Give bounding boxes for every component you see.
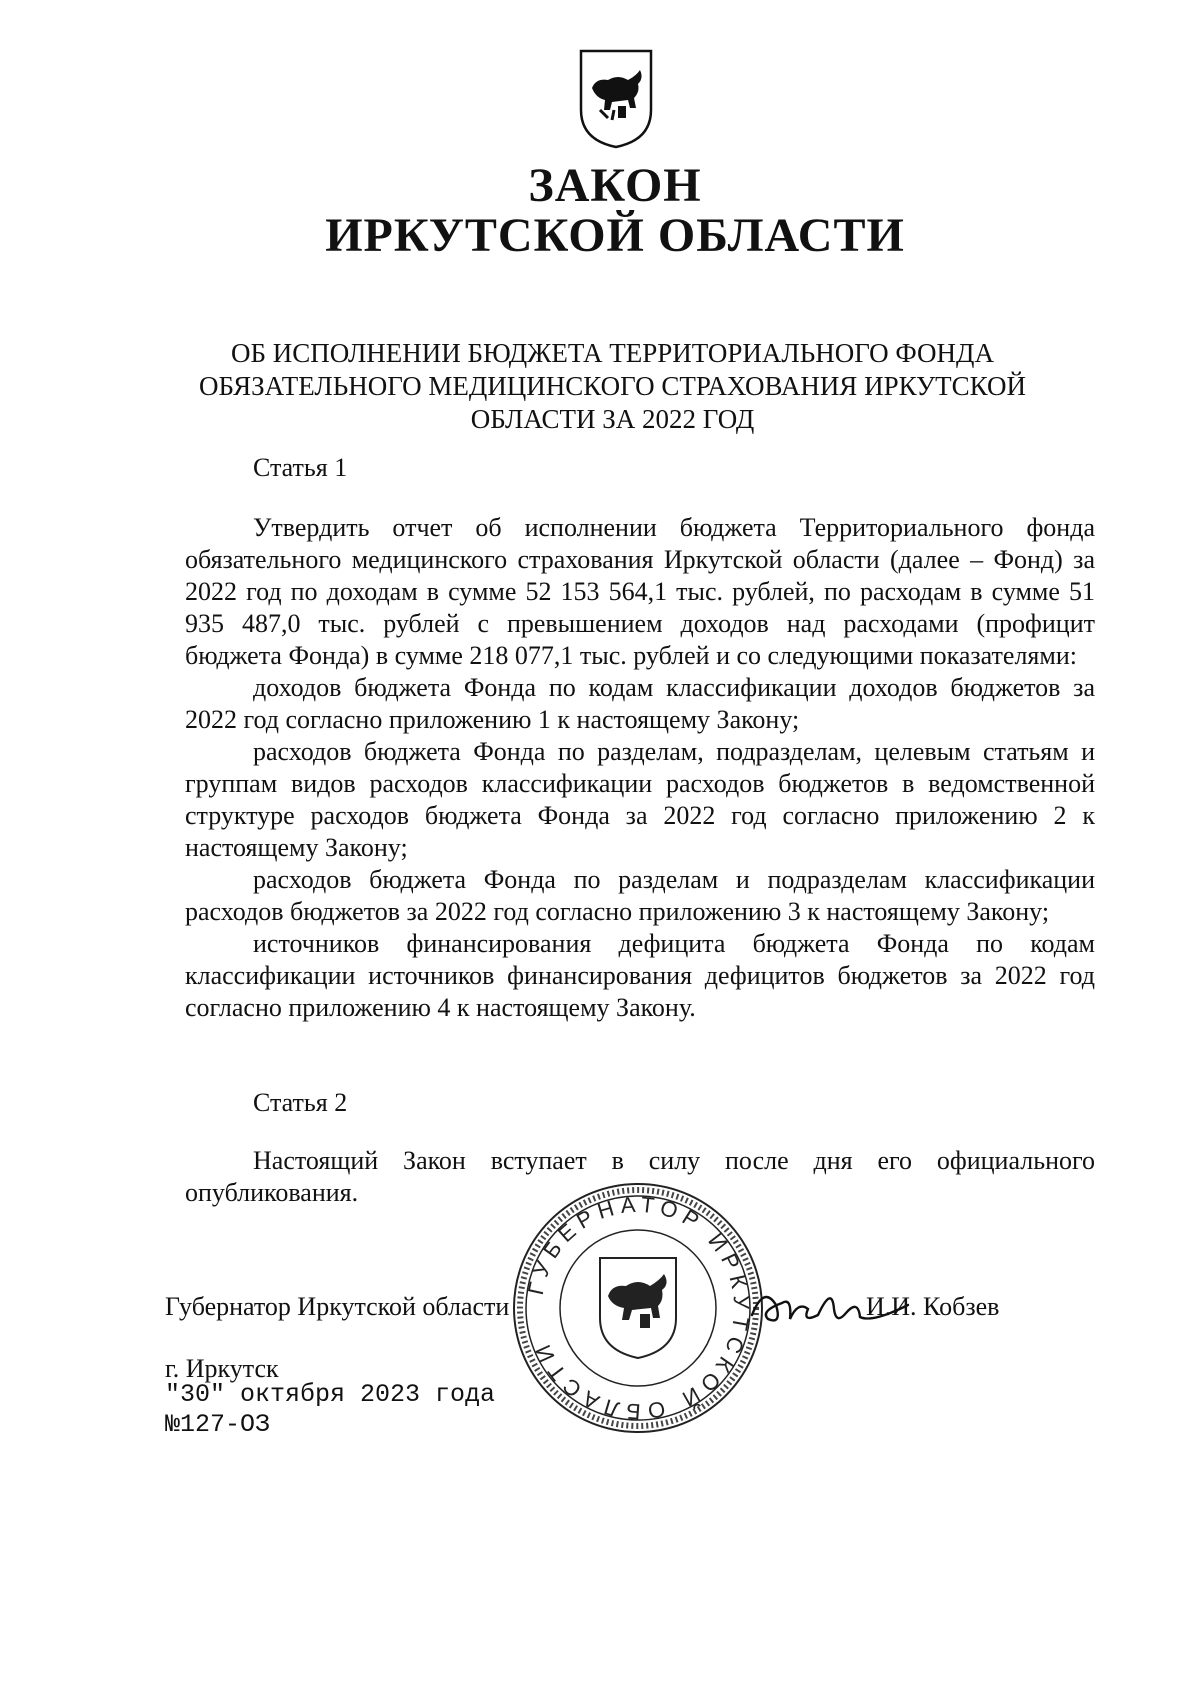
document-title	[185, 337, 1040, 436]
paragraph: расходов бюджета Фонда по разделам, подразделам, целевым статьям и группам видов расходов классификации расходов бюджетов в ведомственной структуре расходов бюджета Фонда за 2022 год согласно приложению 2 к настоящему Закону;	[185, 737, 1095, 862]
paragraph: Утвердить отчет об исполнении бюджета Территориального фонда обязательного медицинского страхования Иркутской области (далее – Фонд) за 2022 год по доходам в сумме 52 153 564,1 тыс. рублей, по расходам в сумме 51 935 487,0 тыс. рублей с превышением доходов над расходами (профицит бюджета Фонда) в сумме 218 077,1 тыс. рублей и со следующими показателями:	[185, 513, 1095, 670]
article-1-body	[185, 512, 1095, 1024]
region-header: ИРКУТСКОЙ ОБЛАСТИ	[325, 209, 905, 262]
paragraph: Настоящий Закон вступает в силу после дня его официального опубликования.	[185, 1146, 1095, 1207]
seal-text: ГУБЕРНАТОР ИРКУТСКОЙ ОБЛАСТИ	[522, 1191, 755, 1425]
title-line: ОБЛАСТИ ЗА 2022 ГОД	[470, 404, 755, 434]
signatory-position: Губернатор Иркутской области	[165, 1292, 510, 1321]
title-line: ОБ ИСПОЛНЕНИИ БЮДЖЕТА ТЕРРИТОРИАЛЬНОГО ФОНДА	[231, 338, 994, 368]
seal-emblem-icon	[600, 1258, 676, 1358]
irkutsk-coat-of-arms-icon	[578, 48, 654, 150]
law-number: №127-ОЗ	[165, 1410, 271, 1439]
paragraph: источников финансирования дефицита бюджета Фонда по кодам классификации источников финансирования дефицитов бюджетов за 2022 год согласно приложению 4 к настоящему Закону.	[185, 929, 1095, 1022]
signatory-name: И.И. Кобзев	[866, 1292, 1000, 1321]
title-line: ОБЯЗАТЕЛЬНОГО МЕДИЦИНСКОГО СТРАХОВАНИЯ ИРКУТСКОЙ	[198, 371, 1027, 401]
paragraph: расходов бюджета Фонда по разделам и подразделам классификации расходов бюджетов за 2022 год согласно приложению 3 к настоящему Закону;	[185, 865, 1095, 926]
law-header: ЗАКОН	[528, 159, 702, 212]
signing-date: "30" октября 2023 года	[165, 1380, 496, 1409]
article-1-heading: Статья 1	[253, 453, 348, 482]
paragraph: доходов бюджета Фонда по кодам классификации доходов бюджетов за 2022 год согласно приложению 1 к настоящему Закону;	[185, 673, 1095, 734]
place-of-signing: г. Иркутск	[165, 1354, 279, 1383]
article-2-heading: Статья 2	[253, 1088, 348, 1117]
official-seal	[508, 1178, 768, 1438]
